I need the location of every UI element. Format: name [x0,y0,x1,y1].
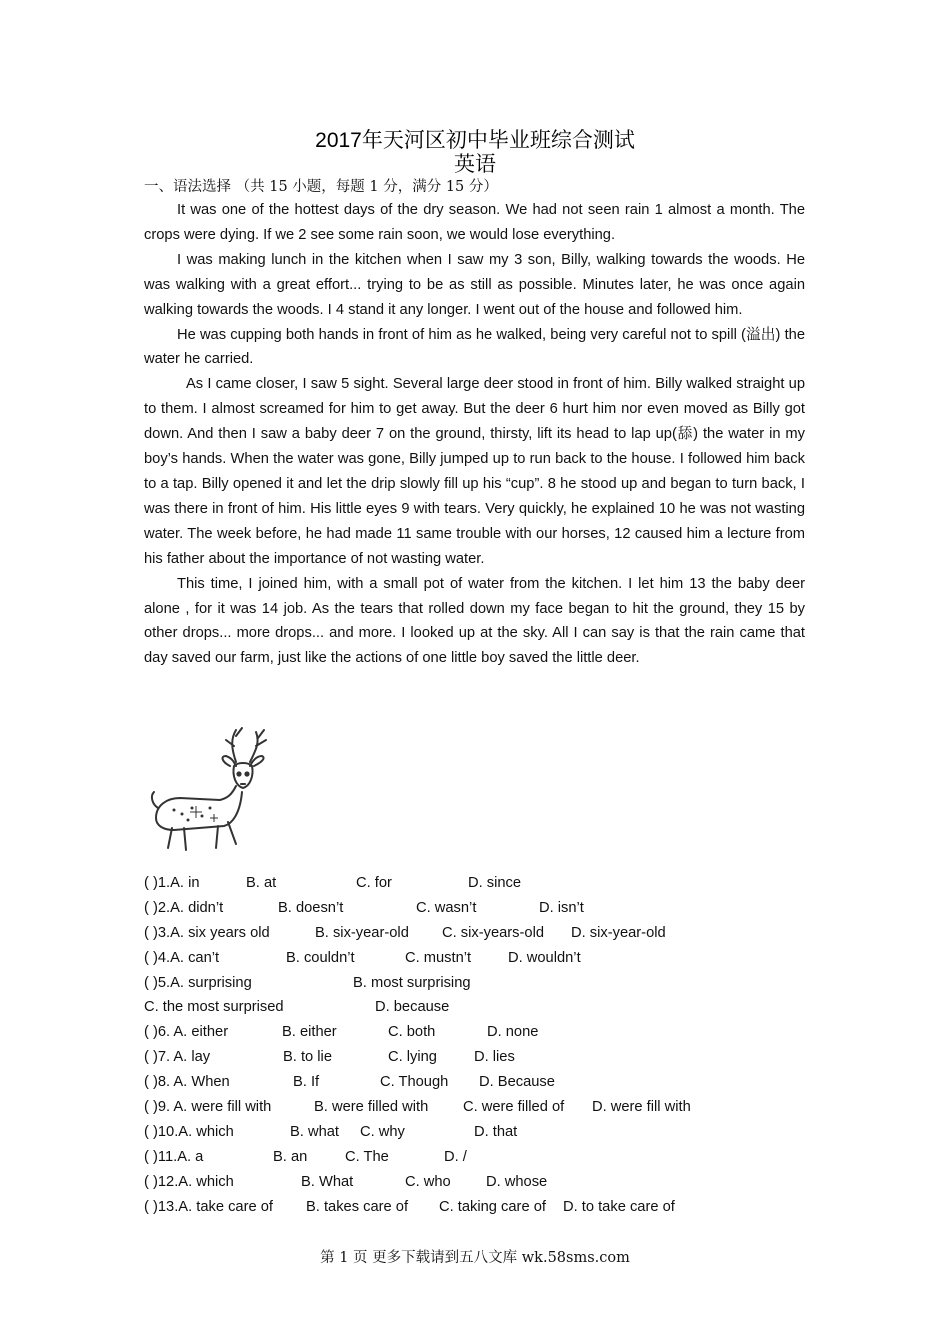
question-option: B. what [290,1123,339,1140]
question-option: ( )1.A. in [144,875,200,891]
section-heading: 一、语法选择 （共 15 小题，每题 1 分，满分 15 分） [144,179,498,195]
question-option: C. Though [380,1074,449,1091]
question-option: C. six-years-old [442,924,545,941]
question-option: B. either [282,1024,337,1041]
question-option: C. who [405,1173,451,1190]
question-option: B. If [293,1074,320,1091]
question-option: D. none [487,1024,539,1041]
question-option: ( )10.A. which [144,1123,234,1140]
question-option: D. since [468,875,522,891]
question-option: ( )8. A. When [144,1074,230,1091]
question-option: B. couldn’t [286,949,355,966]
question-option: C. were filled of [463,1099,565,1116]
question-option: C. why [360,1123,405,1140]
question-option: ( )9. A. were fill with [144,1099,272,1116]
question-option: C. mustn’t [405,949,472,966]
question-option: D. that [474,1123,518,1140]
question-option: D. isn’t [539,899,584,916]
question-option: ( )13.A. take care of [144,1198,273,1215]
question-option: B. to lie [283,1049,332,1066]
question-option: ( )3.A. six years old [144,924,270,941]
passage-paragraph: It was one of the hottest days of the dry season. We had not seen rain 1 almost a month. The crops were dying. If we 2 see some rain soon, we would lose everything. [144,202,805,243]
question-option: C. both [388,1024,436,1041]
question-option: B. were filled with [314,1099,429,1116]
question-option: ( )5.A. surprising [144,974,252,991]
document-title: 2017年天河区初中毕业班综合测试 [315,129,635,152]
question-option: C. The [345,1148,389,1165]
question-option: C. taking care of [439,1198,546,1215]
question-option: D. whose [486,1173,548,1190]
question-option: B. most surprising [353,974,471,991]
question-option: ( )2.A. didn’t [144,899,224,916]
deer-illustration-icon [144,722,276,854]
page-footer: 第 1 页 更多下载请到五八文库 wk.58sms.com [320,1250,630,1266]
question-option: B. an [273,1148,308,1165]
question-option: B. What [301,1173,354,1190]
question-option: D. to take care of [563,1198,675,1215]
passage-paragraph: As I came closer, I saw 5 sight. Several large deer stood in front of him. Billy walked straight up to them. I almost screamed for him to get away. But the deer 6 hurt him nor even moved as Billy got down. And then I saw a baby deer 7 on the ground, thirsty, lift its head to lap up(舔) the water in my boy’s hands. When the water was gone, Billy jumped up to run back to the house. I followed him back to a tap. Billy opened it and let the drip slowly fill up his “cup”. 8 he stood up and began to turn back, I was there in front of him. His little eyes 9 with tears. Very quickly, he explained 10 he was not wasting water. The week before, he had made 11 same trouble with our horses, 12 caused him a lecture from his father about the importance of not wasting water. [144,376,805,567]
question-option: ( )7. A. lay [144,1049,211,1066]
question-option: C. lying [388,1049,437,1066]
question-option: B. doesn’t [278,899,344,916]
question-option: ( )12.A. which [144,1173,234,1190]
question-option: B. at [246,875,277,891]
question-option: ( )11.A. a [144,1148,204,1165]
passage-paragraph: I was making lunch in the kitchen when I saw my 3 son, Billy, walking towards the woods. He was walking with a great effort... trying to be as still as possible. Minutes later, he was once again walking towards the woods. I 4 stand it any longer. I went out of the house and followed him. [144,251,805,318]
question-option: C. the most surprised [144,999,284,1016]
reading-passage [144,198,805,671]
question-option: D. because [375,999,450,1016]
question-option: D. lies [474,1049,515,1066]
question-option: D. wouldn’t [508,949,581,966]
question-option: D. / [444,1148,467,1165]
passage-paragraph: He was cupping both hands in front of him as he walked, being very careful not to spill (溢出) the water he carried. [144,326,805,368]
question-option: D. six-year-old [571,924,666,941]
question-option: B. takes care of [306,1198,409,1215]
question-option: D. Because [479,1074,555,1091]
question-option: C. wasn’t [416,899,477,916]
question-option: ( )6. A. either [144,1024,229,1041]
question-option: D. were fill with [592,1099,691,1116]
document-subtitle: 英语 [454,153,496,176]
question-option: ( )4.A. can’t [144,949,220,966]
passage-paragraph: This time, I joined him, with a small pot of water from the kitchen. I let him 13 the baby deer alone , for it was 14 job. As the tears that rolled down my face began to hit the ground, they 15 by other drops... more drops... and more. I looked up at the sky. All I can say is that the rain came that day saved our farm, just like the actions of one little boy saved the little deer. [144,575,805,667]
question-option: C. for [356,875,392,891]
question-option: B. six-year-old [315,924,409,941]
